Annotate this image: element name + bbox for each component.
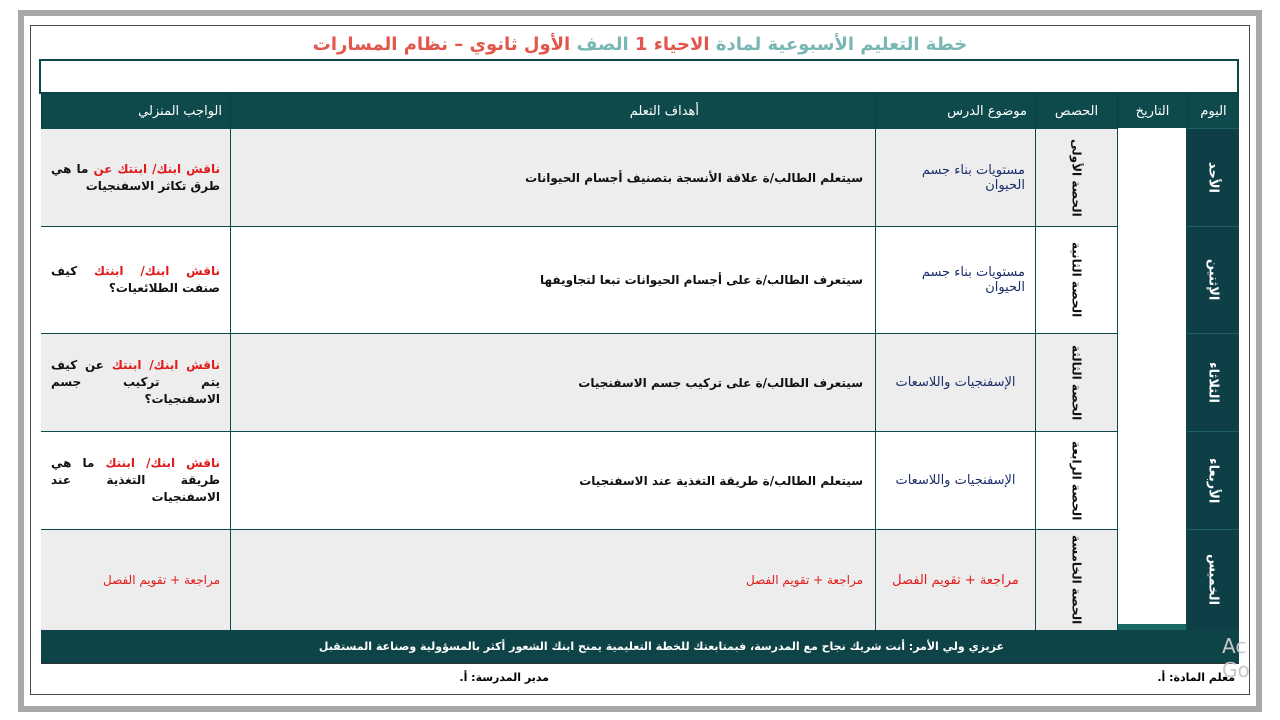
homework-text: ما هي طرق تكاثر الاسفنجيات bbox=[51, 161, 220, 193]
date-column[interactable] bbox=[1117, 128, 1187, 630]
topic-cell: مستويات بناء جسم الحيوان bbox=[875, 226, 1035, 333]
activation-watermark bbox=[1222, 634, 1250, 682]
homework-cell bbox=[41, 333, 230, 431]
goal-cell: سيتعرف الطالب/ة على أجسام الحيوانات تبعا لتجاويفها bbox=[230, 226, 875, 333]
period-cell bbox=[1035, 226, 1117, 333]
homework-text: كيف صنفت الطلائعيات؟ bbox=[51, 264, 220, 295]
homework-text: عن كيف يتم تركيب جسم الاسفنجيات؟ bbox=[51, 358, 220, 406]
title-part-4: الأول ثانوي bbox=[469, 34, 571, 55]
homework-cell bbox=[41, 226, 230, 333]
header-day: اليوم bbox=[1187, 94, 1239, 128]
goal-cell: سيتعلم الطالب/ة طريقة التغذية عند الاسفنجيات bbox=[230, 431, 875, 529]
watermark-line-2: Go bbox=[1222, 658, 1250, 682]
header-topic: موضوع الدرس bbox=[875, 94, 1035, 128]
period-label: الحصة الرابعة bbox=[1069, 440, 1084, 521]
day-label: الأحد bbox=[1205, 161, 1221, 193]
parent-message-bar bbox=[41, 630, 1239, 663]
homework-cell bbox=[41, 529, 230, 630]
topic-cell: مستويات بناء جسم الحيوان bbox=[875, 128, 1035, 226]
parent-message: عزيزي ولي الأمر: أنت شريك نجاح مع المدرسة، فبمتابعتك للخطة التعليمية يمنح ابنك الشعور أكثر بالمسؤولية وصناعة المستقبل bbox=[318, 640, 1004, 653]
period-label: الحصة الأولى bbox=[1069, 138, 1084, 217]
weekly-plan-table bbox=[41, 94, 1239, 630]
day-label: الأربعاء bbox=[1205, 457, 1221, 504]
homework-text: ما هي طريقة التغذية عند الاسفنجيات bbox=[51, 456, 220, 504]
principal-signature: مدير المدرسة: أ. bbox=[459, 671, 549, 684]
teacher-signature: معلم المادة: أ. bbox=[1157, 671, 1235, 684]
goal-cell: سيتعلم الطالب/ة علاقة الأنسجة بتصنيف أجسام الحيوانات bbox=[230, 128, 875, 226]
topic-cell: الإسفنجيات واللاسعات bbox=[875, 333, 1035, 431]
title-part-3: الصف bbox=[576, 34, 629, 55]
period-cell bbox=[1035, 128, 1117, 226]
info-blank-bar bbox=[39, 59, 1239, 94]
header-goals: أهداف التعلم bbox=[230, 94, 875, 128]
homework-red-text: ناقش ابنك/ ابنتك bbox=[93, 264, 220, 278]
homework-red-text: مراجعة + تقويم الفصل bbox=[102, 572, 220, 587]
period-cell bbox=[1035, 529, 1117, 630]
homework-red-text: ناقش ابنك/ ابنتك bbox=[105, 456, 220, 470]
day-label: الثلاثاء bbox=[1205, 362, 1221, 403]
title-part-2: الاحياء 1 bbox=[634, 34, 710, 55]
title-part-1: خطة التعليم الأسبوعية لمادة bbox=[715, 34, 968, 55]
period-cell bbox=[1035, 333, 1117, 431]
homework-cell bbox=[41, 431, 230, 529]
header-period: الحصص bbox=[1035, 94, 1117, 128]
watermark-line-1: Ac bbox=[1222, 634, 1247, 658]
topic-cell: الإسفنجيات واللاسعات bbox=[875, 431, 1035, 529]
day-cell bbox=[1187, 128, 1239, 226]
homework-cell bbox=[41, 128, 230, 226]
day-label: الخميس bbox=[1205, 554, 1221, 606]
period-label: الحصة الثانية bbox=[1069, 242, 1084, 318]
day-cell bbox=[1187, 431, 1239, 529]
topic-cell: مراجعة + تقويم الفصل bbox=[875, 529, 1035, 630]
day-cell bbox=[1187, 529, 1239, 630]
day-label: الإثنين bbox=[1205, 259, 1221, 301]
signature-row bbox=[41, 663, 1239, 691]
goal-cell: سيتعرف الطالب/ة على تركيب جسم الاسفنجيات bbox=[230, 333, 875, 431]
period-label: الحصة الخامسة bbox=[1069, 535, 1084, 625]
period-label: الحصة الثالثة bbox=[1069, 344, 1084, 421]
title-part-5: – نظام المسارات bbox=[312, 34, 464, 55]
homework-red-text: ناقش ابنك/ ابنتك عن bbox=[93, 161, 221, 176]
day-cell bbox=[1187, 333, 1239, 431]
day-cell bbox=[1187, 226, 1239, 333]
goal-cell: مراجعة + تقويم الفصل bbox=[230, 529, 875, 630]
header-homework: الواجب المنزلي bbox=[41, 94, 230, 128]
header-date: التاريخ bbox=[1117, 94, 1187, 128]
homework-red-text: ناقش ابنك/ ابنتك bbox=[111, 358, 220, 372]
period-cell bbox=[1035, 431, 1117, 529]
page-title bbox=[30, 32, 1250, 60]
